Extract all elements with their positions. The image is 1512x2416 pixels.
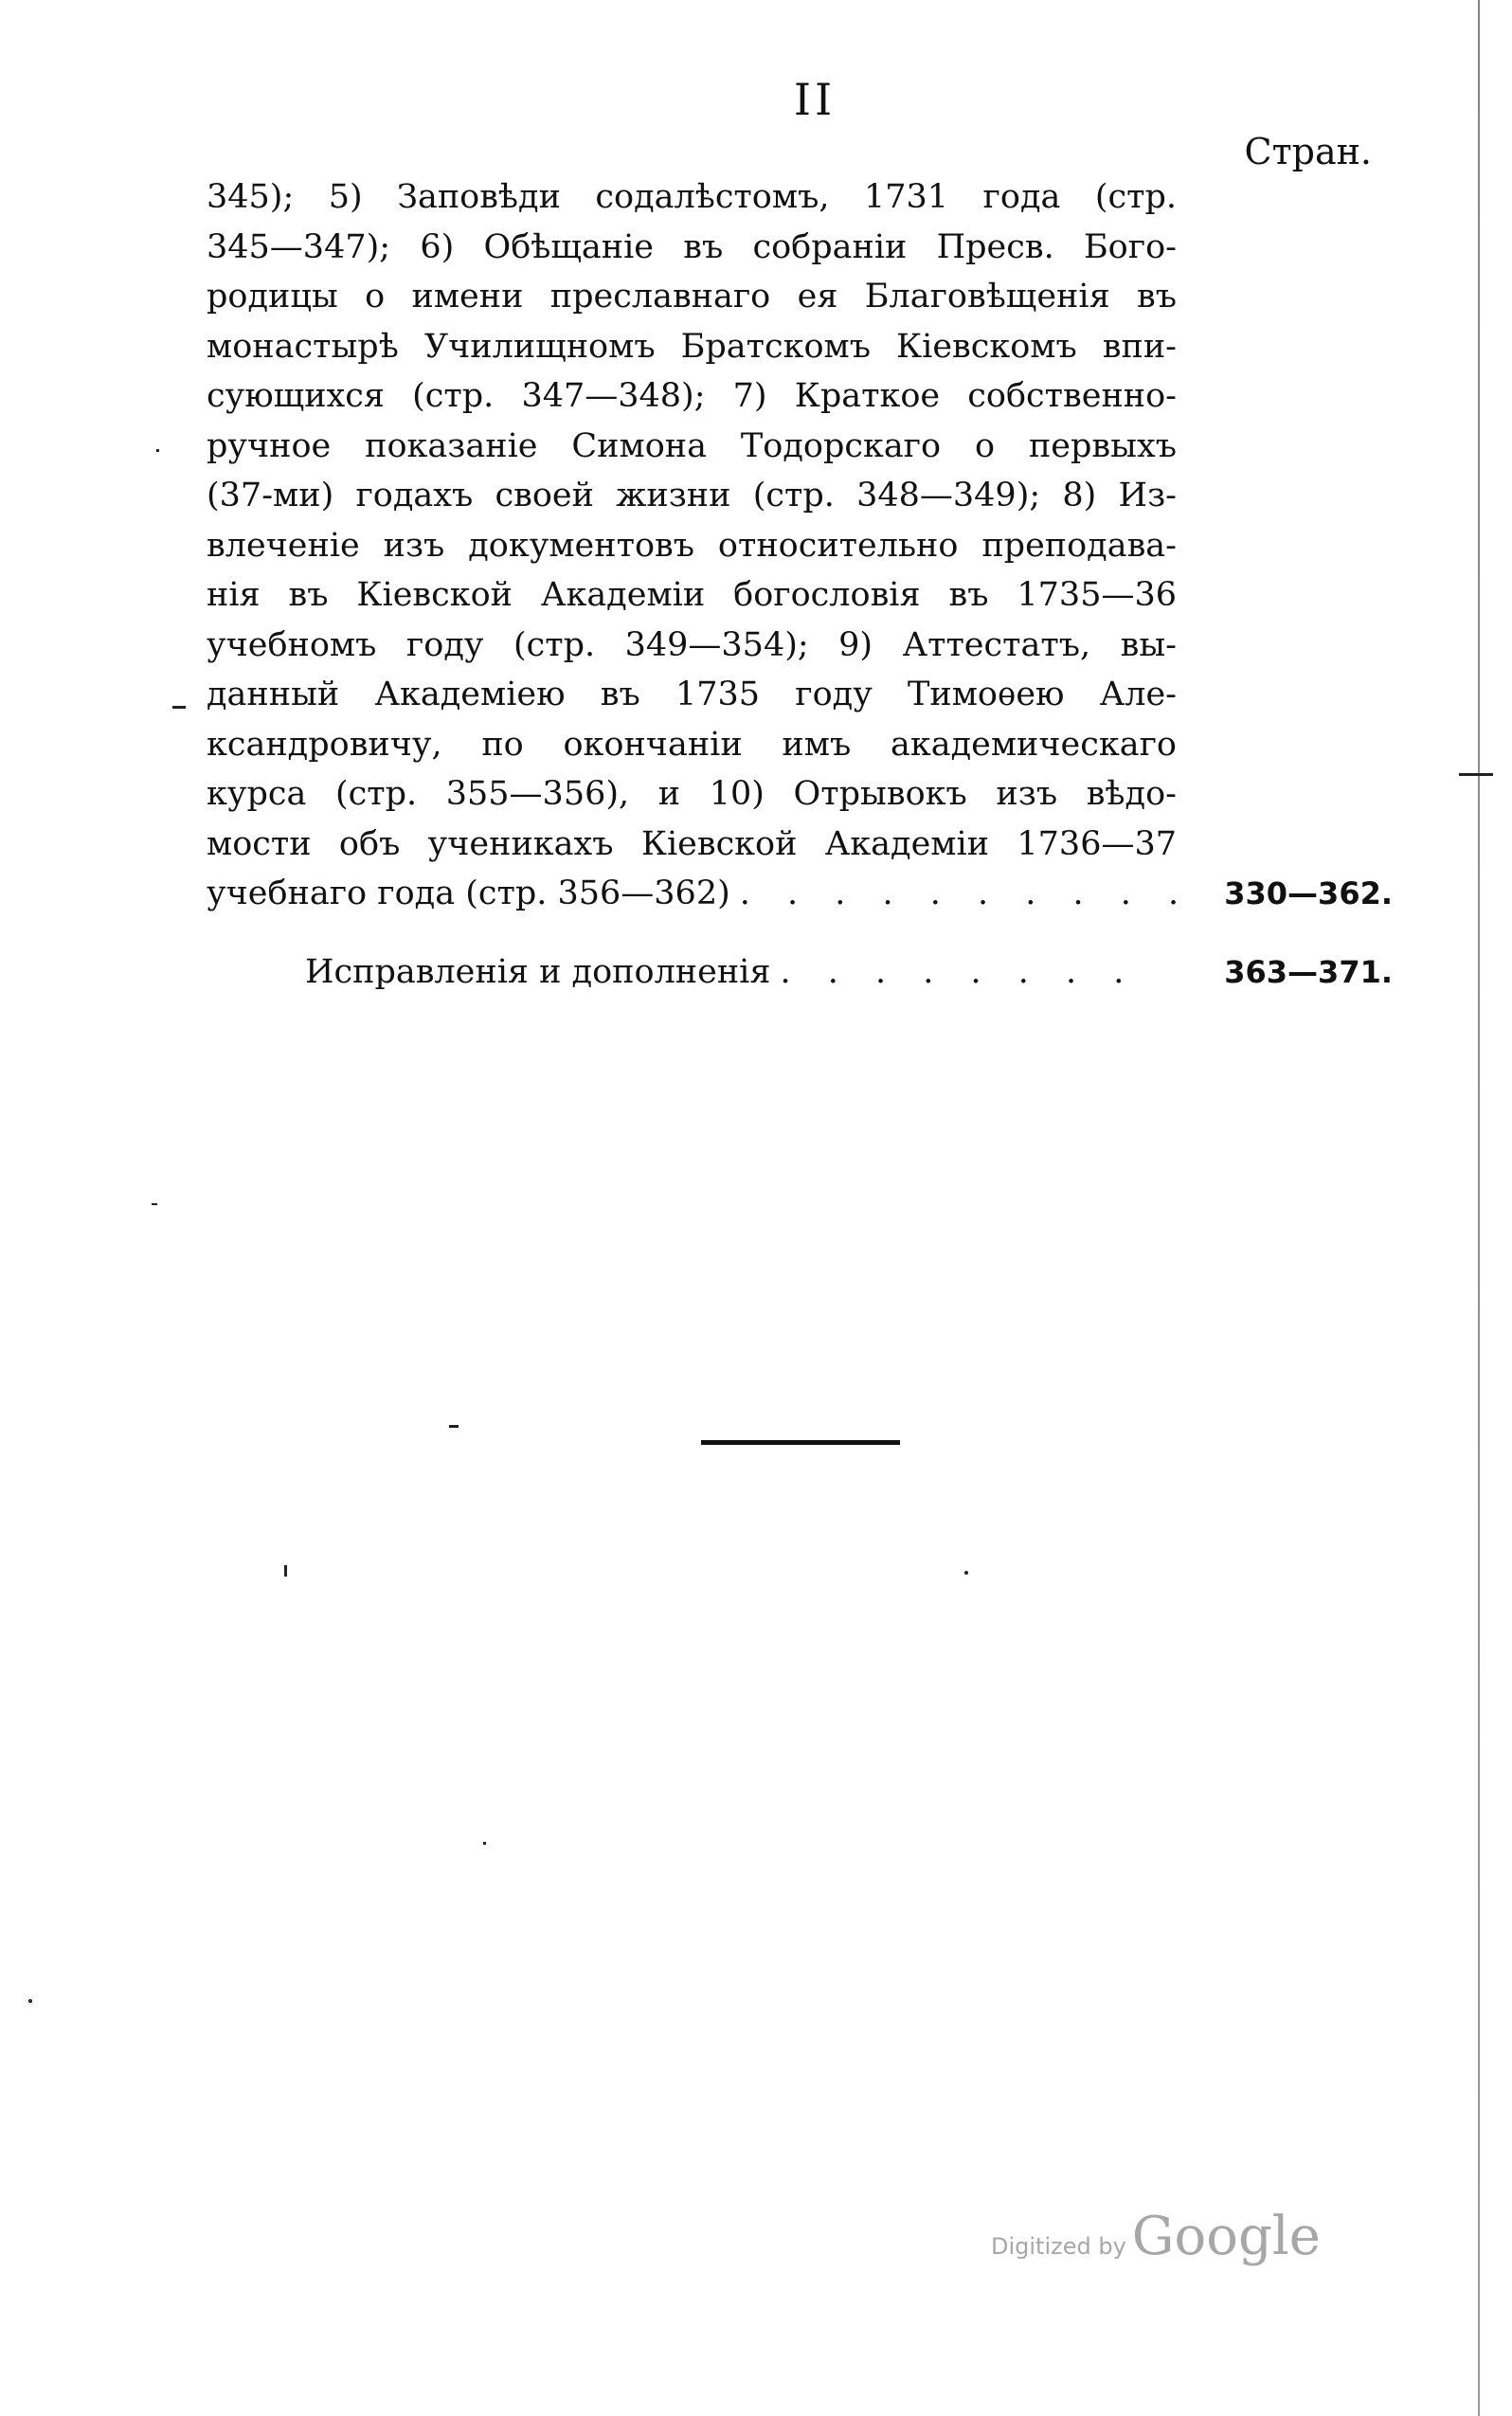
toc-page-range: 330—362. [1224,875,1393,911]
page-number: II [793,74,837,125]
text-line: нія въ Кіевской Академіи богословія въ 1735—36 [207,576,1177,614]
text-line: (37-ми) годахъ своей жизни (стр. 348—349); 8) Из- [207,477,1177,514]
scanner-edge-line [1478,0,1480,2416]
text-line: учебномъ году (стр. 349—354); 9) Аттестатъ, вы- [207,625,1177,664]
google-logo: Google [1131,2206,1321,2267]
leader-dots: . . . . . . . . [780,953,1138,991]
watermark-prefix: Digitized by [991,2233,1126,2260]
contents-body-text [207,172,1177,869]
toc-entry-label: Исправленія и дополненія [305,953,771,991]
scan-speck [28,1999,32,2003]
column-header-pages: Стран. [1244,131,1372,172]
text-line: 345); 5) Заповѣди содалѣстомъ, 1731 года (стр. [207,178,1177,216]
text-line: курса (стр. 355—356), и 10) Отрывокъ изъ вѣдо- [207,775,1177,813]
scan-speck [483,1842,486,1845]
text-line: монастырѣ Училищномъ Братскомъ Кіевскомъ впи- [207,327,1177,366]
text-line: ксандровичу, по окончаніи имъ академическаго [207,725,1177,764]
scan-speck [172,706,186,709]
scan-speck [964,1571,968,1575]
text-line: влеченіе изъ документовъ относительно преподава- [207,526,1177,565]
text-line: данный Академіею въ 1735 году Тимоѳею Але- [207,676,1177,713]
section-divider-rule [701,1440,900,1445]
toc-entry-corrections [305,947,1393,997]
scan-speck [1459,773,1493,776]
scan-speck [449,1425,459,1428]
scan-speck [156,449,159,452]
leader-dots: . . . . . . . . . . [739,874,1193,912]
toc-entry-label: учебнаго года (стр. 356—362) [207,874,730,912]
text-line: сующихся (стр. 347—348); 7) Краткое собственно- [207,377,1177,415]
digitized-by-google-watermark [991,2206,1321,2267]
text-line: 345—347); 6) Обѣщаніе въ собраніи Пресв. Бого- [207,227,1177,266]
text-line: мости объ ученикахъ Кіевской Академіи 1736—37 [207,824,1177,863]
text-line: родицы о имени преславнаго ея Благовѣщенія въ [207,278,1177,316]
scan-speck [152,1203,157,1205]
scan-speck [284,1565,287,1577]
text-line: ручное показаніе Симона Тодорскаго о первыхъ [207,426,1177,465]
toc-page-range: 363—371. [1224,954,1393,990]
toc-entry-final-line [207,869,1393,918]
